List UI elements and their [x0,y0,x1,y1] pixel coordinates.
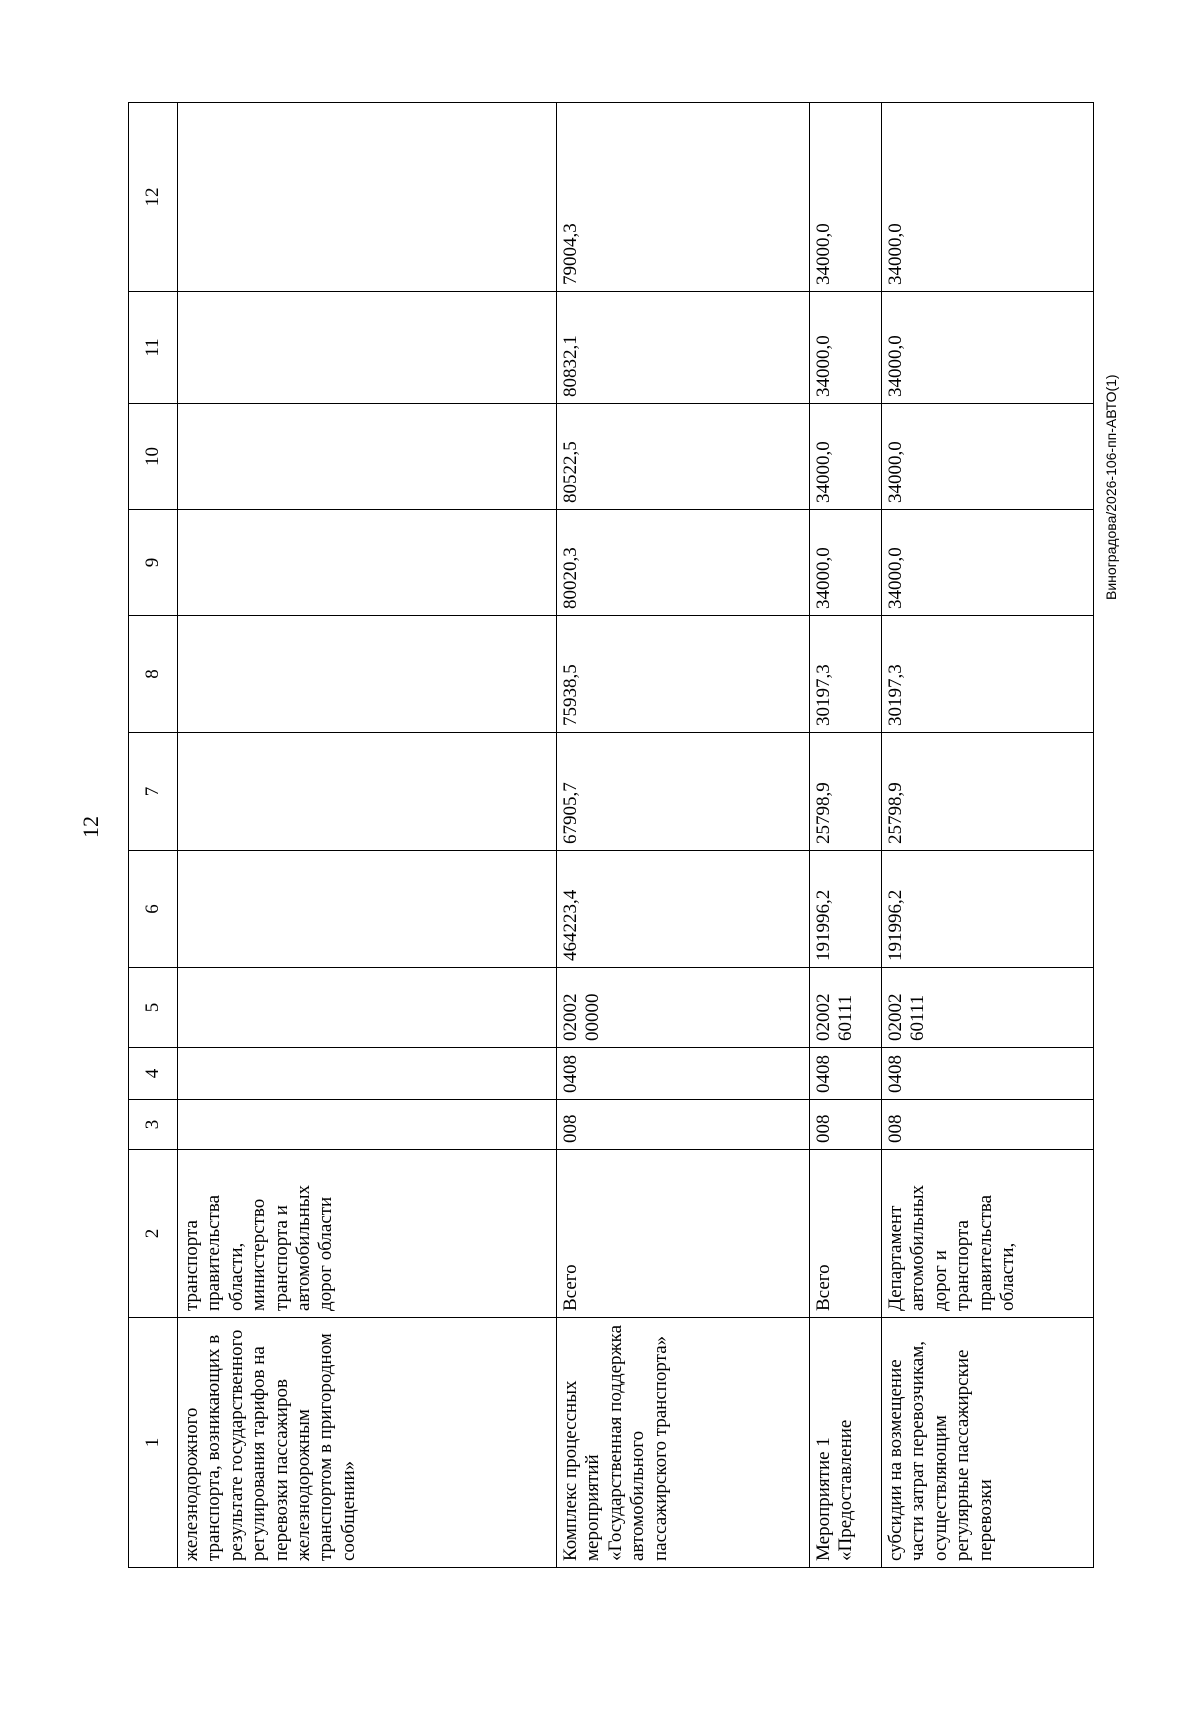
table-row [557,103,810,1568]
activity-name-cell: субсидии на возмещение части затрат перевозчикам, осуществляющим регулярные пассажирские перевозки [882,1318,1094,1568]
executor-cell: Всего [557,1150,810,1318]
executor-cell: транспорта правительства области, министерство транспорта и автомобильных дорог области [178,1150,557,1318]
header-cell: 1 [129,1318,178,1568]
table-cell: 34000,0 [810,404,882,510]
table-row [810,103,882,1568]
table-cell: 191996,2 [810,851,882,968]
table-cell [178,510,557,616]
activity-name-cell: Мероприятие 1 «Предоставление [810,1318,882,1568]
table-cell: 80522,5 [557,404,810,510]
table-cell [178,733,557,851]
table-cell: 80020,3 [557,510,810,616]
table-cell [178,616,557,733]
table-cell [178,404,557,510]
table-cell: 0408 [882,1048,1094,1100]
rotated-table-container [128,103,1093,1568]
table-cell: 34000,0 [882,510,1094,616]
activity-name-cell: Комплекс процессных мероприятий «Государственная поддержка автомобильного пассажирского транспорта» [557,1318,810,1568]
header-cell: 2 [129,1150,178,1318]
header-cell: 8 [129,616,178,733]
table-cell: 0408 [810,1048,882,1100]
table-cell [178,1100,557,1150]
table-cell: 34000,0 [810,103,882,292]
table-cell: 34000,0 [882,103,1094,292]
table-cell: 34000,0 [882,404,1094,510]
header-cell: 6 [129,851,178,968]
table-cell: 02002 00000 [557,968,810,1048]
page-number: 12 [78,816,103,838]
document-code: Виноградова/2026-106-пп-АВТО(1) [1103,374,1119,600]
table-cell: 30197,3 [810,616,882,733]
header-cell: 10 [129,404,178,510]
header-cell: 4 [129,1048,178,1100]
executor-cell: Департамент автомобильных дорог и транспорта правительства области, [882,1150,1094,1318]
table-cell [178,851,557,968]
header-cell: 3 [129,1100,178,1150]
header-cell: 9 [129,510,178,616]
table-cell: 34000,0 [810,510,882,616]
table-cell: 191996,2 [882,851,1094,968]
table-cell: 30197,3 [882,616,1094,733]
table-cell: 02002 60111 [810,968,882,1048]
table-row [178,103,557,1568]
table-cell: 008 [557,1100,810,1150]
table-cell [178,1048,557,1100]
budget-table [128,102,1094,1568]
table-cell [178,292,557,404]
header-cell: 11 [129,292,178,404]
table-cell: 25798,9 [810,733,882,851]
table-cell: 79004,3 [557,103,810,292]
table-cell: 75938,5 [557,616,810,733]
activity-name-cell: железнодорожного транспорта, возникающих в результате государственного регулирования тарифов на перевозки пассажиров железнодорожным транспортом в пригородном сообщении» [178,1318,557,1568]
table-cell: 25798,9 [882,733,1094,851]
table-cell: 02002 60111 [882,968,1094,1048]
table-cell: 0408 [557,1048,810,1100]
header-cell: 12 [129,103,178,292]
table-row [882,103,1094,1568]
table-cell: 34000,0 [882,292,1094,404]
table-cell: 464223,4 [557,851,810,968]
header-row [129,103,178,1568]
table-cell: 67905,7 [557,733,810,851]
table-cell: 008 [810,1100,882,1150]
header-cell: 5 [129,968,178,1048]
table-cell: 34000,0 [810,292,882,404]
executor-cell: Всего [810,1150,882,1318]
table-cell [178,968,557,1048]
table-cell: 80832,1 [557,292,810,404]
header-cell: 7 [129,733,178,851]
table-cell [178,103,557,292]
table-cell: 008 [882,1100,1094,1150]
